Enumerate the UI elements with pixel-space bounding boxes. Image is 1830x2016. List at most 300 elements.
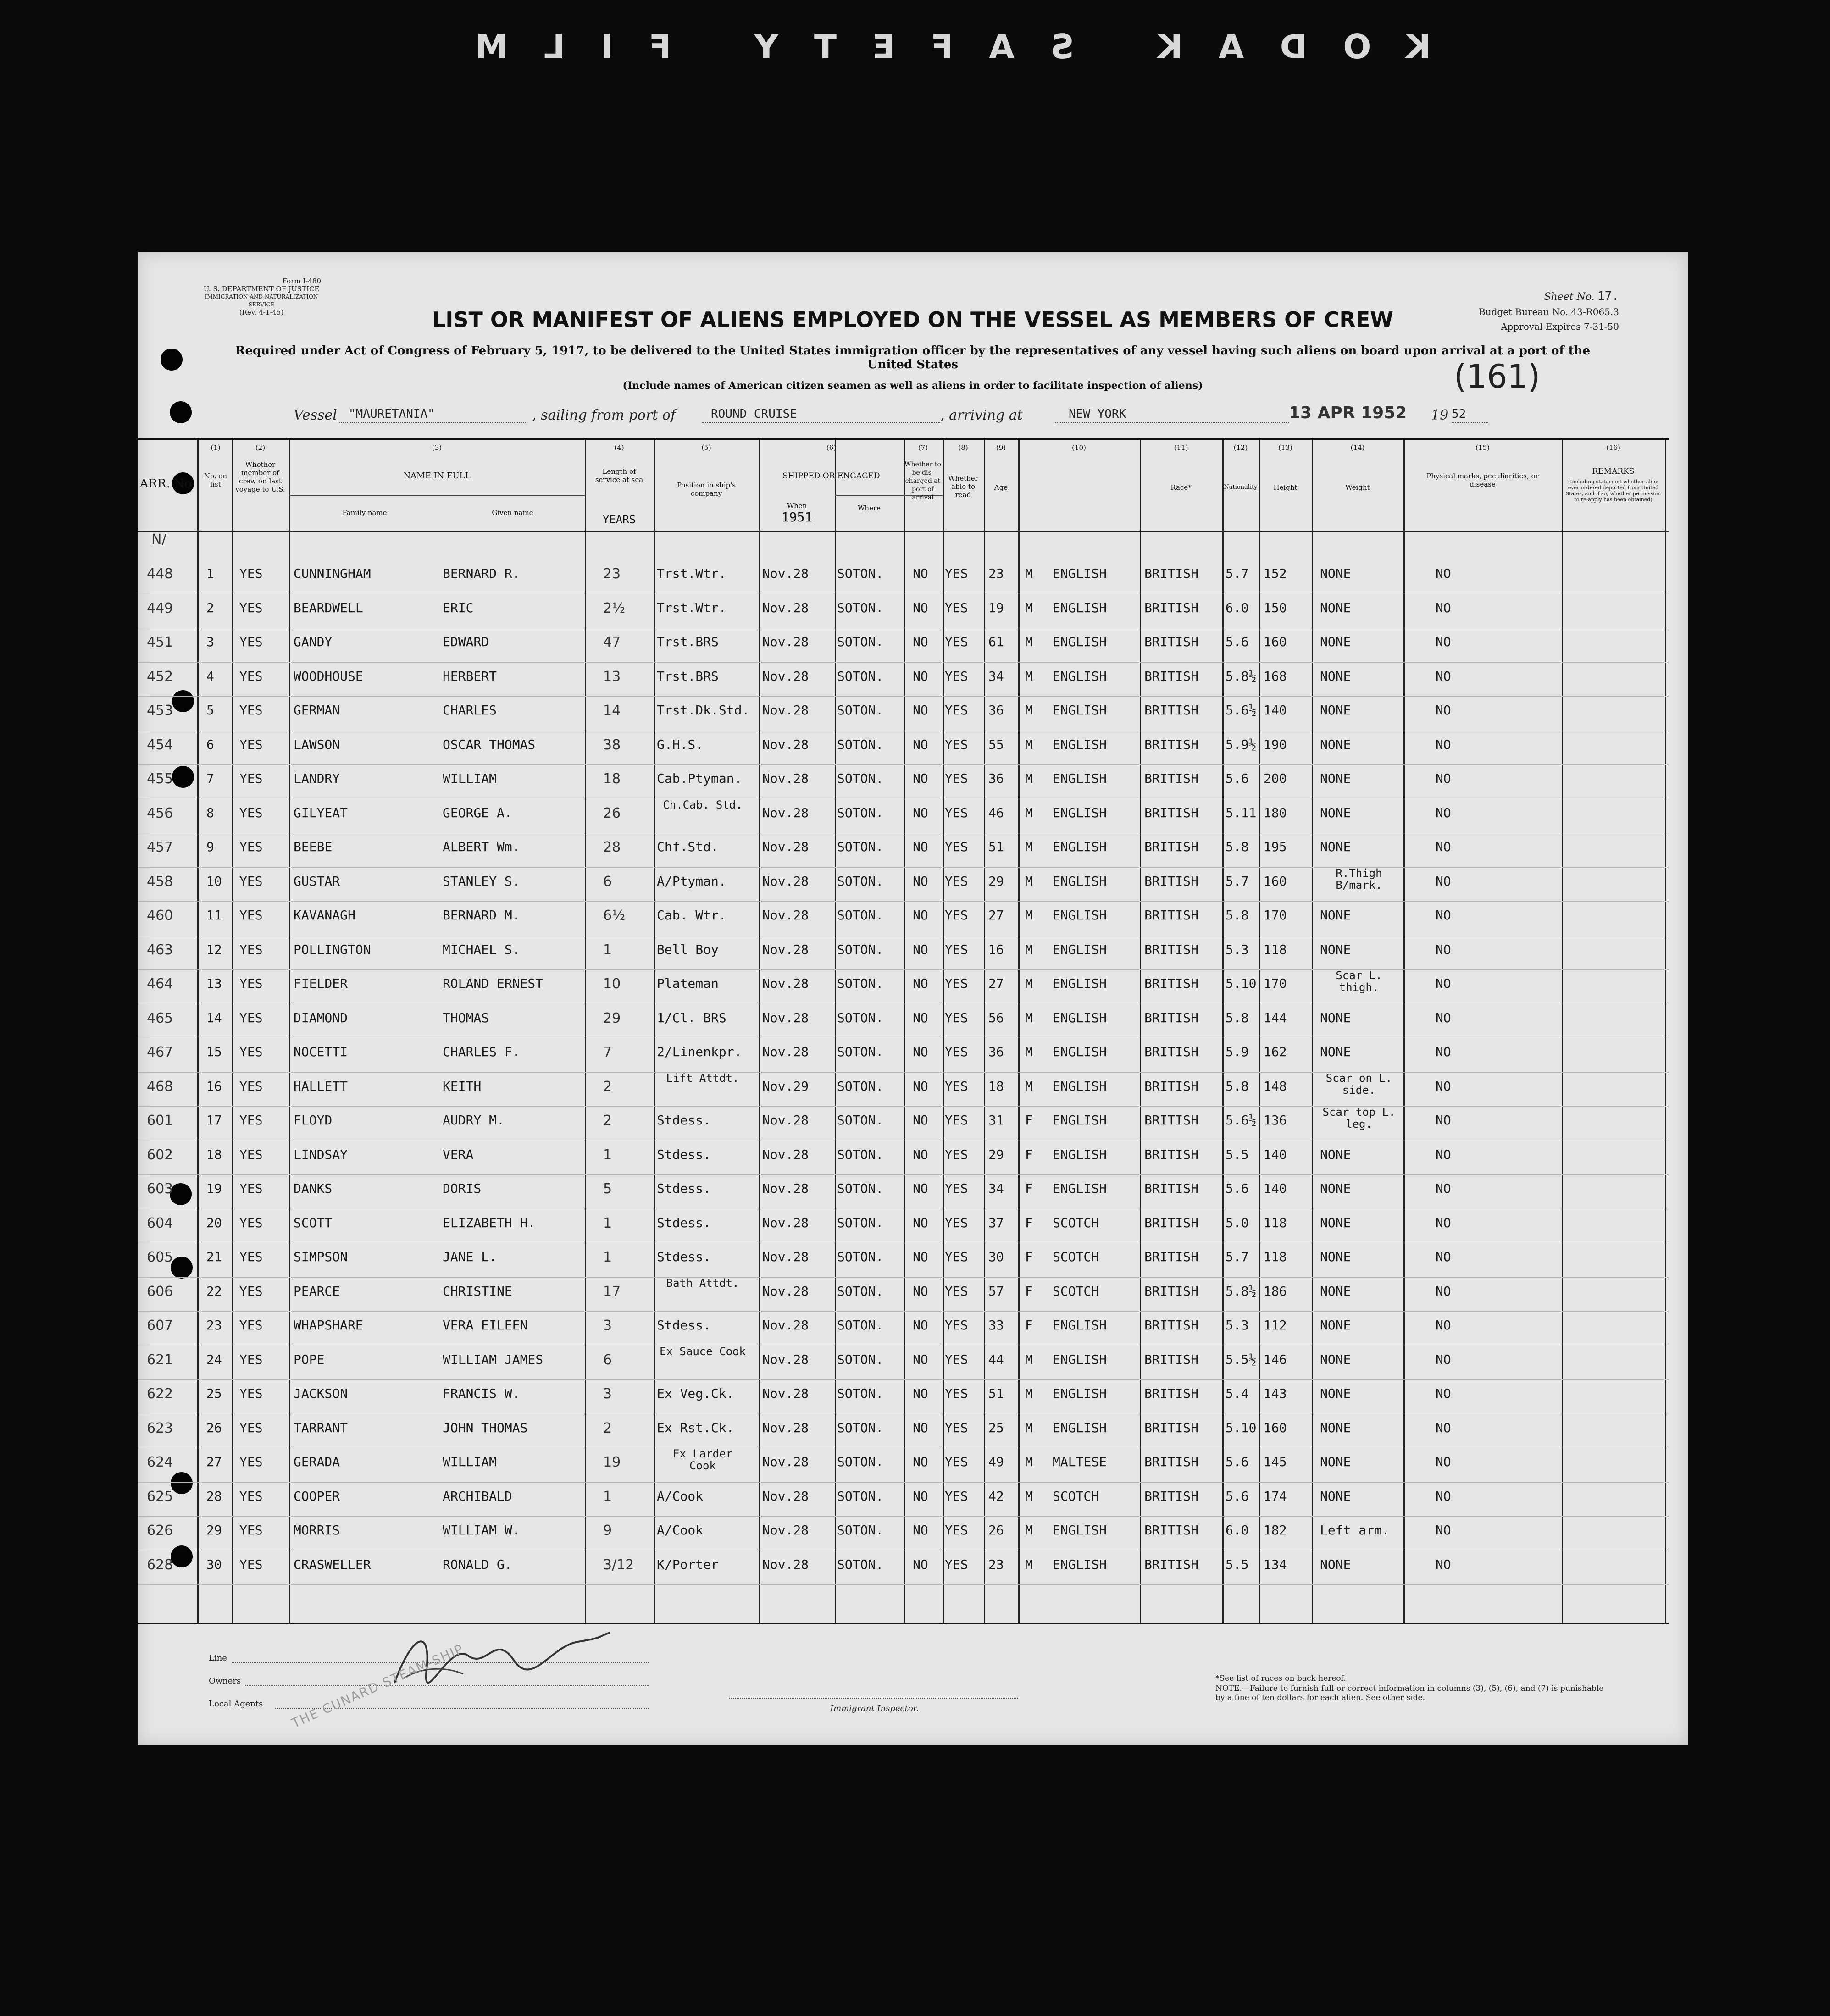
cell-physical-marks: NONE — [1320, 771, 1351, 786]
cell-height: 5.4 — [1226, 1386, 1249, 1401]
cell-nationality: BRITISH — [1144, 1454, 1199, 1469]
cell-arr-number: 628 — [147, 1556, 173, 1573]
cell-service-years: 1 — [603, 1249, 612, 1265]
cell-nationality: BRITISH — [1144, 942, 1199, 957]
cell-service-years: 14 — [603, 703, 621, 719]
cell-physical-marks: Scar L. thigh. — [1336, 969, 1382, 994]
table-row — [138, 732, 1669, 766]
owners-label: Owners — [209, 1676, 241, 1686]
cell-service-years: 2½ — [603, 600, 626, 616]
cell-height: 5.8½ — [1226, 668, 1257, 684]
punch-hole-icon — [170, 401, 192, 423]
cell-sex: F — [1025, 1249, 1033, 1264]
cell-able-to-read: YES — [945, 1283, 968, 1299]
cell-race: SCOTCH — [1053, 1215, 1099, 1230]
cell-given-name: WILLIAM W. — [443, 1523, 520, 1538]
cell-family-name: DIAMOND — [294, 1010, 348, 1025]
agency-line1: U. S. DEPARTMENT OF JUSTICE — [203, 285, 320, 293]
cell-race: ENGLISH — [1053, 976, 1107, 991]
cell-shipped-when: Nov.28 — [762, 1181, 809, 1196]
cell-shipped-where: SOTON. — [837, 1146, 884, 1162]
table-row — [138, 1245, 1669, 1279]
col-given-name: Given name — [492, 509, 533, 517]
col-16-sub: (Including statement whether alien ever ordered deported from United States, and if so, whether permission to re-apply has been obtained) — [1565, 479, 1661, 503]
sheet-number: 17. — [1597, 289, 1619, 303]
cell-age: 25 — [988, 1420, 1004, 1435]
cell-list-number: 7 — [206, 771, 214, 786]
cell-remarks: NO — [1436, 1181, 1451, 1196]
cell-height: 6.0 — [1226, 600, 1249, 615]
cell-family-name: HALLETT — [294, 1078, 348, 1094]
cell-nationality: BRITISH — [1144, 600, 1199, 615]
cell-age: 29 — [988, 1146, 1004, 1162]
cell-shipped-where: SOTON. — [837, 1283, 884, 1299]
form-include-note: (Include names of American citizen seamen as well as aliens in order to facilitate inspection of aliens) — [622, 380, 1203, 392]
cell-position: Stdess. — [657, 1318, 711, 1333]
cell-family-name: SIMPSON — [294, 1249, 348, 1264]
cell-service-years: 19 — [603, 1454, 621, 1470]
cell-position: Cab.Ptyman. — [657, 771, 742, 786]
cell-list-number: 5 — [206, 703, 214, 718]
cell-able-to-read: YES — [945, 1181, 968, 1196]
cell-discharged: NO — [913, 1283, 928, 1299]
cell-arr-number: 622 — [147, 1386, 173, 1402]
cell-family-name: GILYEAT — [294, 805, 348, 820]
manifest-footer — [138, 1623, 1688, 1745]
cell-sex: F — [1025, 1318, 1033, 1333]
col-2-label: Whether member of crew on last voyage to U.S. — [235, 460, 285, 493]
row-divider — [138, 1106, 1669, 1107]
cell-able-to-read: YES — [945, 839, 968, 854]
cell-position: 2/Linenkpr. — [657, 1044, 742, 1059]
cell-nationality: BRITISH — [1144, 668, 1199, 684]
cell-given-name: WILLIAM — [443, 771, 497, 786]
cell-shipped-where: SOTON. — [837, 976, 884, 991]
cell-height: 5.6 — [1226, 771, 1249, 786]
cell-sex: M — [1025, 737, 1033, 752]
cell-arr-number: 623 — [147, 1420, 173, 1436]
cell-shipped-when: Nov.28 — [762, 771, 809, 786]
cell-list-number: 23 — [206, 1318, 222, 1333]
col-4-label: Length of service at sea — [595, 467, 643, 484]
col-13-num: (13) — [1278, 443, 1292, 452]
col-5-label: Position in ship's company — [677, 481, 736, 498]
cell-sex: F — [1025, 1283, 1033, 1299]
cell-list-number: 26 — [206, 1420, 222, 1435]
table-row — [138, 1347, 1669, 1381]
cell-age: 36 — [988, 703, 1004, 718]
cell-race: ENGLISH — [1053, 873, 1107, 889]
cell-discharged: NO — [913, 1078, 928, 1094]
cell-previous-voyage: YES — [239, 873, 263, 889]
cell-list-number: 25 — [206, 1386, 222, 1401]
col-6-where: Where — [857, 504, 881, 512]
col-12-label: Nationality — [1224, 484, 1258, 491]
cell-family-name: MORRIS — [294, 1523, 340, 1538]
table-row — [138, 971, 1669, 1005]
cell-shipped-when: Nov.28 — [762, 1454, 809, 1469]
cell-physical-marks: NONE — [1320, 1556, 1351, 1572]
cell-race: ENGLISH — [1053, 1420, 1107, 1435]
cell-list-number: 24 — [206, 1351, 222, 1367]
cell-arr-number: 464 — [147, 976, 173, 992]
cell-previous-voyage: YES — [239, 1078, 263, 1094]
cell-service-years: 1 — [603, 1215, 612, 1231]
row-divider — [138, 867, 1669, 868]
cell-age: 51 — [988, 1386, 1004, 1401]
col-3-label: NAME IN FULL — [403, 471, 471, 481]
cell-discharged: NO — [913, 771, 928, 786]
cell-physical-marks: NONE — [1320, 703, 1351, 718]
cell-shipped-when: Nov.28 — [762, 942, 809, 957]
cell-race: ENGLISH — [1053, 1386, 1107, 1401]
cell-family-name: POPE — [294, 1351, 325, 1367]
cell-shipped-when: Nov.28 — [762, 839, 809, 854]
col-6-when: When — [787, 502, 807, 510]
cell-race: ENGLISH — [1053, 839, 1107, 854]
table-row — [138, 903, 1669, 937]
cell-position: Stdess. — [657, 1181, 711, 1196]
cell-given-name: MICHAEL S. — [443, 942, 520, 957]
cell-height: 5.5 — [1226, 1146, 1249, 1162]
cell-height: 5.9½ — [1226, 737, 1257, 752]
cell-sex: M — [1025, 873, 1033, 889]
cell-given-name: RONALD G. — [443, 1556, 512, 1572]
sheet-label: Sheet No. — [1544, 291, 1595, 303]
cell-shipped-where: SOTON. — [837, 1181, 884, 1196]
cell-able-to-read: YES — [945, 1351, 968, 1367]
cell-shipped-when: Nov.28 — [762, 908, 809, 923]
cell-age: 27 — [988, 976, 1004, 991]
cell-given-name: HERBERT — [443, 668, 497, 684]
cell-able-to-read: YES — [945, 1249, 968, 1264]
cell-shipped-when: Nov.28 — [762, 1249, 809, 1264]
cell-age: 36 — [988, 1044, 1004, 1059]
cell-sex: M — [1025, 1351, 1033, 1367]
cell-given-name: GEORGE A. — [443, 805, 512, 820]
cell-able-to-read: YES — [945, 600, 968, 615]
cell-nationality: BRITISH — [1144, 1249, 1199, 1264]
cell-family-name: GUSTAR — [294, 873, 340, 889]
col-11-label: Race* — [1170, 483, 1192, 492]
col-4-unit: YEARS — [602, 513, 636, 526]
cell-previous-voyage: YES — [239, 1146, 263, 1162]
cell-family-name: TARRANT — [294, 1420, 348, 1435]
cell-previous-voyage: YES — [239, 566, 263, 581]
cell-remarks: NO — [1436, 942, 1451, 957]
cell-sex: M — [1025, 1523, 1033, 1538]
cell-physical-marks: NONE — [1320, 1454, 1351, 1469]
cell-shipped-where: SOTON. — [837, 1420, 884, 1435]
cell-shipped-when: Nov.28 — [762, 1523, 809, 1538]
cell-given-name: ALBERT Wm. — [443, 839, 520, 854]
col-6-label: SHIPPED OR ENGAGED — [782, 471, 880, 481]
cell-able-to-read: YES — [945, 976, 968, 991]
cell-nationality: BRITISH — [1144, 976, 1199, 991]
cell-remarks: NO — [1436, 1488, 1451, 1504]
cell-able-to-read: YES — [945, 737, 968, 752]
cell-given-name: KEITH — [443, 1078, 482, 1094]
cell-sex: M — [1025, 1044, 1033, 1059]
cell-family-name: PEARCE — [294, 1283, 340, 1299]
cell-nationality: BRITISH — [1144, 1386, 1199, 1401]
row-divider — [138, 1482, 1669, 1483]
cell-physical-marks: Scar top L. leg. — [1322, 1106, 1396, 1130]
cell-shipped-when: Nov.28 — [762, 1488, 809, 1504]
cell-race: ENGLISH — [1053, 1113, 1107, 1128]
cell-race: ENGLISH — [1053, 1351, 1107, 1367]
cell-nationality: BRITISH — [1144, 1078, 1199, 1094]
cell-list-number: 19 — [206, 1181, 222, 1196]
cell-able-to-read: YES — [945, 908, 968, 923]
cell-shipped-where: SOTON. — [837, 1215, 884, 1230]
cell-previous-voyage: YES — [239, 668, 263, 684]
cell-able-to-read: YES — [945, 1078, 968, 1094]
cell-weight: 112 — [1264, 1318, 1287, 1333]
row-divider — [138, 1311, 1669, 1312]
table-row — [138, 1006, 1669, 1040]
cell-shipped-where: SOTON. — [837, 805, 884, 820]
cell-shipped-when: Nov.28 — [762, 1146, 809, 1162]
cell-remarks: NO — [1436, 566, 1451, 581]
cell-shipped-when: Nov.28 — [762, 634, 809, 649]
vessel-line — [294, 404, 1624, 426]
cell-service-years: 2 — [603, 1420, 612, 1436]
cell-arr-number: 458 — [147, 873, 173, 890]
col-7-num: (7) — [918, 443, 928, 452]
cell-age: 34 — [988, 1181, 1004, 1196]
cell-position: A/Ptyman. — [657, 873, 726, 889]
cell-family-name: CRASWELLER — [294, 1556, 371, 1572]
cell-shipped-where: SOTON. — [837, 1010, 884, 1025]
col-1-label: No. on list — [204, 472, 227, 488]
cell-arr-number: 463 — [147, 942, 173, 958]
cell-family-name: JACKSON — [294, 1386, 348, 1401]
cell-physical-marks: NONE — [1320, 1215, 1351, 1230]
cell-nationality: BRITISH — [1144, 1556, 1199, 1572]
cell-discharged: NO — [913, 1181, 928, 1196]
cell-shipped-where: SOTON. — [837, 600, 884, 615]
cell-list-number: 9 — [206, 839, 214, 854]
cell-sex: M — [1025, 839, 1033, 854]
cell-weight: 145 — [1264, 1454, 1287, 1469]
cell-position: A/Cook — [657, 1488, 704, 1504]
cell-age: 34 — [988, 668, 1004, 684]
cell-weight: 140 — [1264, 703, 1287, 718]
cell-family-name: NOCETTI — [294, 1044, 348, 1059]
cell-previous-voyage: YES — [239, 1044, 263, 1059]
cell-race: ENGLISH — [1053, 771, 1107, 786]
cell-sex: F — [1025, 1113, 1033, 1128]
cell-physical-marks: NONE — [1320, 600, 1351, 615]
cell-discharged: NO — [913, 600, 928, 615]
cell-age: 46 — [988, 805, 1004, 820]
cell-physical-marks: NONE — [1320, 1283, 1351, 1299]
cell-height: 5.6 — [1226, 1181, 1249, 1196]
cell-shipped-where: SOTON. — [837, 1113, 884, 1128]
cell-given-name: WILLIAM — [443, 1454, 497, 1469]
cell-race: ENGLISH — [1053, 634, 1107, 649]
cell-race: ENGLISH — [1053, 1523, 1107, 1538]
col-4-num: (4) — [614, 443, 624, 452]
crew-table — [138, 438, 1669, 1624]
cell-discharged: NO — [913, 1113, 928, 1128]
form-id: Form I-480 — [282, 277, 321, 285]
cell-service-years: 26 — [603, 805, 621, 821]
cell-remarks: NO — [1436, 1454, 1451, 1469]
cell-sex: M — [1025, 634, 1033, 649]
table-row — [138, 1416, 1669, 1450]
cell-physical-marks: NONE — [1320, 942, 1351, 957]
cell-position: Bath Attdt. — [666, 1276, 739, 1290]
cell-able-to-read: YES — [945, 703, 968, 718]
cell-height: 5.7 — [1226, 1249, 1249, 1264]
cell-shipped-where: SOTON. — [837, 1556, 884, 1572]
cell-able-to-read: YES — [945, 566, 968, 581]
cell-previous-voyage: YES — [239, 737, 263, 752]
cell-position: Trst.Wtr. — [657, 600, 726, 615]
cell-discharged: NO — [913, 805, 928, 820]
cell-arr-number: 605 — [147, 1249, 173, 1265]
cell-given-name: VERA EILEEN — [443, 1318, 528, 1333]
cell-weight: 195 — [1264, 839, 1287, 854]
cell-remarks: NO — [1436, 1386, 1451, 1401]
cell-race: ENGLISH — [1053, 737, 1107, 752]
cell-nationality: BRITISH — [1144, 1113, 1199, 1128]
cell-list-number: 4 — [206, 668, 214, 684]
cell-race: ENGLISH — [1053, 668, 1107, 684]
cell-height: 5.7 — [1226, 873, 1249, 889]
table-row — [138, 1552, 1669, 1586]
cell-service-years: 38 — [603, 737, 621, 753]
cell-remarks: NO — [1436, 1146, 1451, 1162]
cell-height: 5.6½ — [1226, 1113, 1257, 1128]
cell-discharged: NO — [913, 1215, 928, 1230]
col-9-num: (9) — [996, 443, 1006, 452]
cell-shipped-when: Nov.29 — [762, 1078, 809, 1094]
cell-given-name: JOHN THOMAS — [443, 1420, 528, 1435]
cell-arr-number: 453 — [147, 703, 173, 719]
cell-remarks: NO — [1436, 976, 1451, 991]
cell-position: Chf.Std. — [657, 839, 719, 854]
cell-able-to-read: YES — [945, 1488, 968, 1504]
cell-family-name: FIELDER — [294, 976, 348, 991]
cell-previous-voyage: YES — [239, 942, 263, 957]
cell-sex: M — [1025, 1386, 1033, 1401]
cell-remarks: NO — [1436, 1113, 1451, 1128]
cell-physical-marks: NONE — [1320, 1318, 1351, 1333]
table-row — [138, 698, 1669, 732]
cell-able-to-read: YES — [945, 1215, 968, 1230]
cell-service-years: 7 — [603, 1044, 612, 1060]
cell-age: 18 — [988, 1078, 1004, 1094]
cell-height: 5.11 — [1226, 805, 1257, 820]
cell-shipped-when: Nov.28 — [762, 1215, 809, 1230]
cell-shipped-where: SOTON. — [837, 1318, 884, 1333]
cell-height: 5.7 — [1226, 566, 1249, 581]
cell-arr-number: 468 — [147, 1078, 173, 1095]
cell-nationality: BRITISH — [1144, 1523, 1199, 1538]
cell-list-number: 17 — [206, 1113, 222, 1128]
cell-previous-voyage: YES — [239, 703, 263, 718]
cell-arr-number: 455 — [147, 771, 173, 787]
cell-shipped-when: Nov.28 — [762, 737, 809, 752]
cell-race: SCOTCH — [1053, 1283, 1099, 1299]
cell-remarks: NO — [1436, 771, 1451, 786]
cell-previous-voyage: YES — [239, 1523, 263, 1538]
cell-physical-marks: NONE — [1320, 668, 1351, 684]
cell-race: ENGLISH — [1053, 1010, 1107, 1025]
cell-shipped-where: SOTON. — [837, 1078, 884, 1094]
cell-shipped-when: Nov.28 — [762, 1351, 809, 1367]
cell-discharged: NO — [913, 1146, 928, 1162]
cell-nationality: BRITISH — [1144, 634, 1199, 649]
cell-previous-voyage: YES — [239, 1351, 263, 1367]
cell-position: K/Porter — [657, 1556, 719, 1572]
vessel-name: "MAURETANIA" — [339, 407, 527, 423]
cell-remarks: NO — [1436, 1078, 1451, 1094]
cell-service-years: 18 — [603, 771, 621, 787]
cell-shipped-when: Nov.28 — [762, 976, 809, 991]
cell-list-number: 22 — [206, 1283, 222, 1299]
cell-weight: 168 — [1264, 668, 1287, 684]
cell-given-name: CHARLES — [443, 703, 497, 718]
row-divider — [138, 662, 1669, 663]
cell-discharged: NO — [913, 1249, 928, 1264]
cell-service-years: 3 — [603, 1386, 612, 1402]
cell-shipped-where: SOTON. — [837, 566, 884, 581]
cell-service-years: 2 — [603, 1113, 612, 1129]
cell-previous-voyage: YES — [239, 634, 263, 649]
cell-sex: M — [1025, 1488, 1033, 1504]
cell-given-name: THOMAS — [443, 1010, 489, 1025]
cell-remarks: NO — [1436, 600, 1451, 615]
cell-position: G.H.S. — [657, 737, 704, 752]
cell-service-years: 6 — [603, 873, 612, 890]
cell-sex: M — [1025, 1010, 1033, 1025]
cell-arr-number: 621 — [147, 1351, 173, 1368]
cell-list-number: 28 — [206, 1488, 222, 1504]
cell-shipped-where: SOTON. — [837, 1351, 884, 1367]
cell-race: MALTESE — [1053, 1454, 1107, 1469]
cell-previous-voyage: YES — [239, 1113, 263, 1128]
cunard-stamp: THE CUNARD STEAM-SHIP — [289, 1641, 466, 1731]
cell-service-years: 1 — [603, 942, 612, 958]
table-row — [138, 798, 1669, 835]
cell-family-name: BEARDWELL — [294, 600, 363, 615]
cell-physical-marks: Scar on L. side. — [1325, 1071, 1392, 1097]
cell-height: 5.8 — [1226, 1078, 1249, 1094]
cell-height: 5.8 — [1226, 908, 1249, 923]
cell-age: 23 — [988, 566, 1004, 581]
cell-discharged: NO — [913, 1386, 928, 1401]
cell-age: 33 — [988, 1318, 1004, 1333]
cell-weight: 160 — [1264, 1420, 1287, 1435]
cell-given-name: FRANCIS W. — [443, 1386, 520, 1401]
cell-arr-number: 460 — [147, 908, 173, 924]
cell-weight: 170 — [1264, 908, 1287, 923]
cell-weight: 134 — [1264, 1556, 1287, 1572]
cell-list-number: 21 — [206, 1249, 222, 1264]
cell-given-name: BERNARD R. — [443, 566, 520, 581]
row-divider — [138, 1174, 1669, 1175]
cell-position: Ex Veg.Ck. — [657, 1386, 734, 1401]
col-9-label: Age — [994, 483, 1008, 492]
col-1-num: (1) — [211, 443, 221, 452]
cell-service-years: 17 — [603, 1283, 621, 1300]
cell-able-to-read: YES — [945, 1044, 968, 1059]
cell-race: ENGLISH — [1053, 1318, 1107, 1333]
